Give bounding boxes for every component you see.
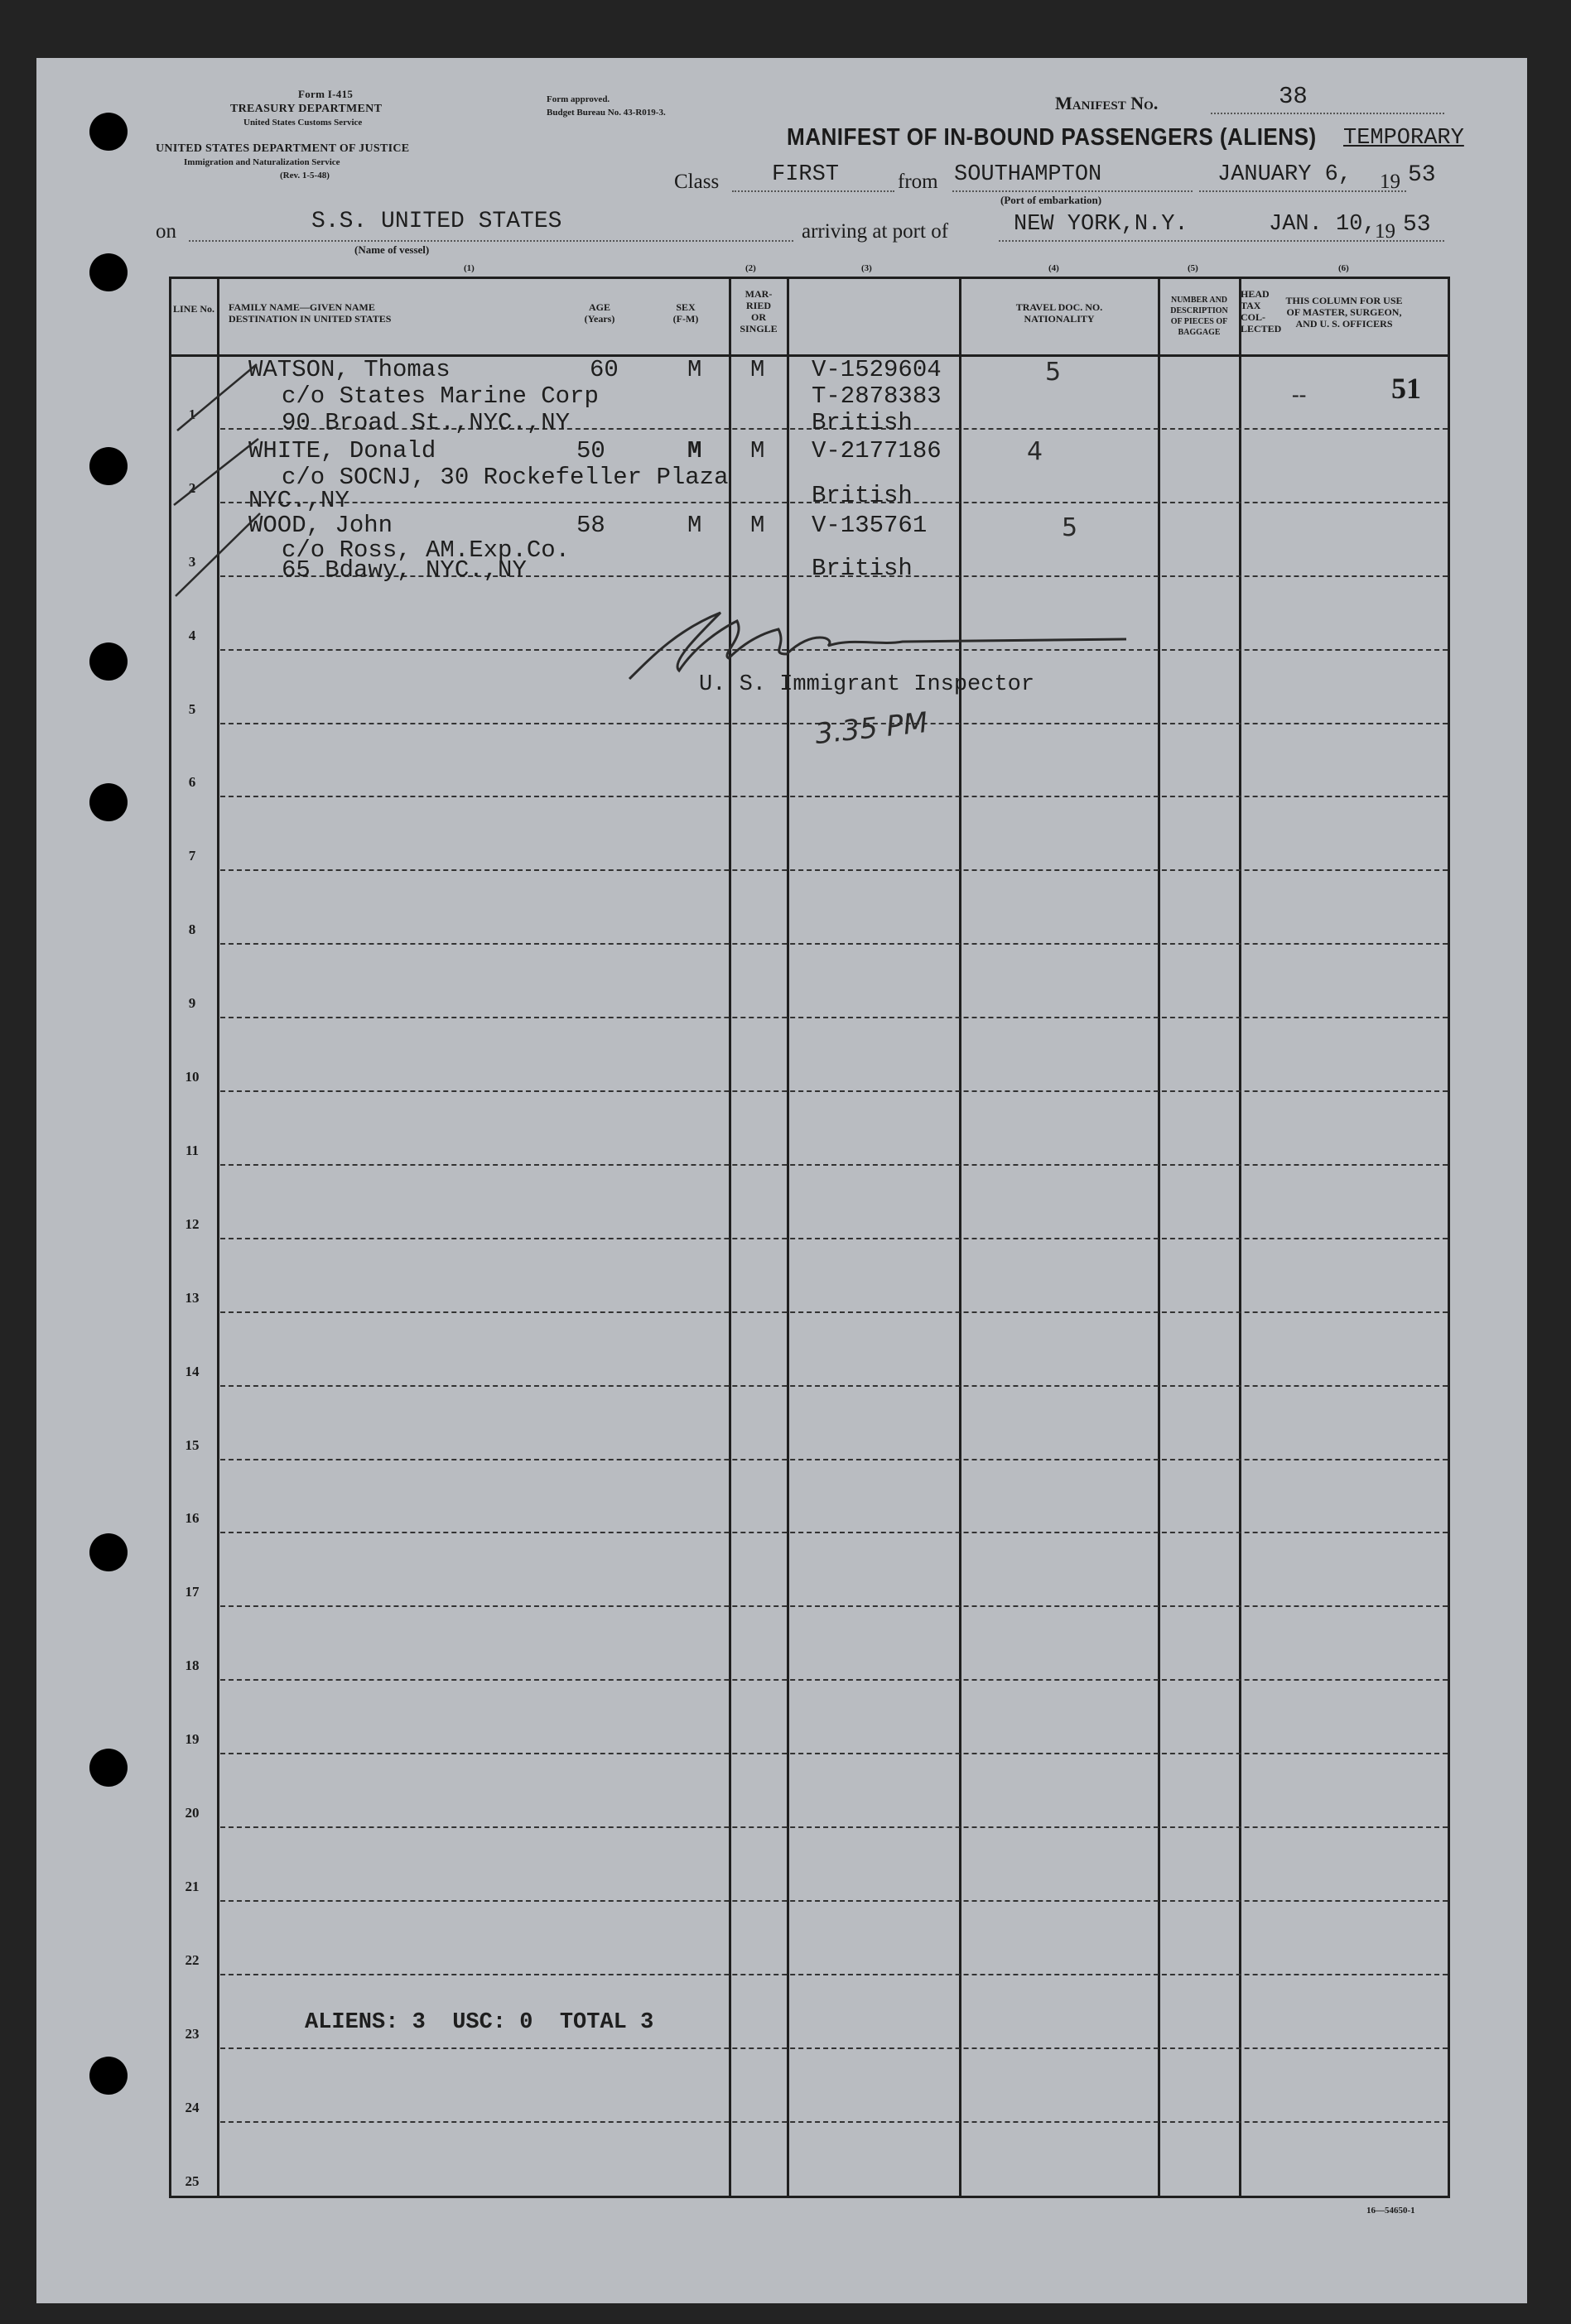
column-number: (1) xyxy=(464,263,475,273)
table-top-border xyxy=(169,277,1449,279)
line-number: 13 xyxy=(185,1290,200,1306)
line-number: 11 xyxy=(185,1143,200,1158)
header-age: AGE (Years) xyxy=(584,301,615,325)
column-number: (6) xyxy=(1338,263,1349,273)
from-line xyxy=(952,190,1193,192)
binder-hole xyxy=(89,253,128,291)
totals-summary: ALIENS: 3 USC: 0 TOTAL 3 xyxy=(305,2010,654,2035)
line-number: 6 xyxy=(188,774,196,790)
row-rule xyxy=(220,1974,1448,1975)
line-number: 4 xyxy=(188,628,196,643)
baggage-count: 4 xyxy=(1027,437,1043,466)
row-rule xyxy=(220,1532,1448,1533)
passenger-sex: M xyxy=(687,512,702,539)
line-number: 3 xyxy=(188,554,196,570)
column-number: (5) xyxy=(1188,263,1198,273)
vessel-caption: (Name of vessel) xyxy=(354,243,430,256)
passenger-address: 65 Bdawy, NYC.,NY xyxy=(282,556,527,584)
passenger-nationality: British xyxy=(812,482,913,509)
department-of-justice: UNITED STATES DEPARTMENT OF JUSTICE xyxy=(156,142,410,155)
row-rule xyxy=(220,796,1448,797)
passenger-address: c/o States Marine Corp xyxy=(282,383,599,410)
vessel-line xyxy=(189,240,793,242)
row-rule xyxy=(220,1679,1448,1681)
header-sex: SEX (F-M) xyxy=(672,301,699,325)
line-number: 14 xyxy=(185,1364,200,1379)
passenger-sex: M xyxy=(687,356,702,383)
form-number: Form I-415 xyxy=(298,88,354,100)
binder-hole xyxy=(89,447,128,485)
arrival-port: NEW YORK,N.Y. xyxy=(1014,212,1188,237)
line-number: 2 xyxy=(188,480,196,496)
binder-hole xyxy=(89,113,128,151)
manifest-number-line xyxy=(1211,113,1444,114)
row-rule xyxy=(220,1826,1448,1828)
line-number: 16 xyxy=(185,1510,200,1526)
column-number: (2) xyxy=(745,263,756,273)
line-number: 25 xyxy=(185,2173,200,2189)
line-number: 24 xyxy=(185,2100,200,2115)
passenger-address: c/o Ross, AM.Exp.Co. xyxy=(282,536,571,564)
row-rule xyxy=(220,2121,1448,2123)
check-marks xyxy=(166,348,265,604)
line-number: 19 xyxy=(185,1731,200,1747)
vessel-name: S.S. UNITED STATES xyxy=(311,209,562,234)
row-rule xyxy=(220,943,1448,945)
row-rule xyxy=(220,1164,1448,1166)
passenger-address: 90 Broad St.,NYC.,NY xyxy=(282,409,571,436)
row-rule xyxy=(220,1385,1448,1387)
line-number: 12 xyxy=(185,1216,200,1232)
departure-date-line xyxy=(1199,190,1406,192)
officer-mark: -- xyxy=(1292,383,1307,407)
line-number: 1 xyxy=(188,407,196,422)
header-line-no: LINE No. xyxy=(172,303,214,315)
passenger-age: 50 xyxy=(576,437,605,464)
row-rule xyxy=(220,1311,1448,1313)
table-bottom-border xyxy=(169,2196,1449,2198)
departure-year-prefix: 19 xyxy=(1380,171,1400,193)
line-number: 18 xyxy=(185,1658,200,1673)
manifest-title: MANIFEST OF IN-BOUND PASSENGERS (ALIENS) xyxy=(787,124,1317,151)
line-number: 7 xyxy=(188,848,196,864)
departure-year: 53 xyxy=(1408,162,1436,188)
passenger-marital-status: M xyxy=(750,356,765,383)
passenger-name: WATSON, Thomas xyxy=(248,356,451,383)
row-rule xyxy=(220,1605,1448,1607)
class-value: FIRST xyxy=(772,162,840,187)
row-rule xyxy=(220,1238,1448,1239)
travel-document-number: V-135761 xyxy=(812,512,928,539)
line-number: 17 xyxy=(185,1584,200,1600)
manifest-number: 38 xyxy=(1279,83,1308,110)
class-label: Class xyxy=(674,171,720,193)
revision-date: (Rev. 1-5-48) xyxy=(280,171,330,180)
line-number: 5 xyxy=(188,701,196,717)
passenger-name: WOOD, John xyxy=(248,512,393,539)
passenger-name: WHITE, Donald xyxy=(248,437,436,464)
row-rule xyxy=(220,1459,1448,1460)
travel-document-number: V-2177186 xyxy=(812,437,942,464)
header-married-single: MAR- RIED OR SINGLE xyxy=(740,288,778,334)
arrival-year: 53 xyxy=(1403,212,1431,238)
customs-service: United States Customs Service xyxy=(243,118,363,128)
treasury-department: TREASURY DEPARTMENT xyxy=(230,103,383,115)
header-baggage: NUMBER AND DESCRIPTION OF PIECES OF BAGGAGE xyxy=(1170,296,1228,337)
class-line xyxy=(732,190,894,192)
footer-form-code: 16—54650-1 xyxy=(1366,2206,1415,2216)
arriving-label: arriving at port of xyxy=(802,220,949,243)
header-name-destination: FAMILY NAME—GIVEN NAME DESTINATION IN UNITED STATES xyxy=(229,301,392,325)
passenger-age: 58 xyxy=(576,512,605,539)
port-of-embarkation: SOUTHAMPTON xyxy=(954,162,1102,187)
binder-hole xyxy=(89,1749,128,1787)
row-rule xyxy=(220,1900,1448,1902)
line-number: 22 xyxy=(185,1952,200,1968)
row-rule xyxy=(220,2047,1448,2049)
departure-date: JANUARY 6, xyxy=(1217,162,1352,187)
form-approved: Form approved. xyxy=(547,94,610,104)
ins-service: Immigration and Naturalization Service xyxy=(184,157,340,167)
passenger-age: 60 xyxy=(590,356,619,383)
travel-document-number: T-2878383 xyxy=(812,383,942,410)
line-number: 20 xyxy=(185,1805,200,1821)
binder-hole xyxy=(89,783,128,821)
travel-document-number: V-1529604 xyxy=(812,356,942,383)
binder-hole xyxy=(89,642,128,681)
table-right-border xyxy=(1448,277,1450,2198)
row-rule xyxy=(220,869,1448,871)
line-number: 9 xyxy=(188,995,196,1011)
budget-bureau-number: Budget Bureau No. 43-R019-3. xyxy=(547,108,666,118)
officer-note: 51 xyxy=(1391,372,1421,405)
line-number: 23 xyxy=(185,2026,200,2042)
port-of-embarkation-caption: (Port of embarkation) xyxy=(1000,194,1102,206)
arrival-date: JAN. 10, xyxy=(1269,212,1376,237)
inspection-time: 3.35 PM xyxy=(813,705,930,752)
passenger-address: NYC.,NY xyxy=(248,487,349,514)
from-label: from xyxy=(898,171,938,193)
inspector-title: U. S. Immigrant Inspector xyxy=(699,672,1035,697)
column-number: (4) xyxy=(1048,263,1059,273)
temporary-stamp: TEMPORARY xyxy=(1343,126,1464,151)
binder-hole xyxy=(89,2057,128,2095)
on-label: on xyxy=(156,220,176,243)
line-number: 10 xyxy=(185,1069,200,1085)
passenger-address: c/o SOCNJ, 30 Rockefeller Plaza xyxy=(282,464,729,491)
row-rule xyxy=(220,1753,1448,1754)
column-number: (3) xyxy=(861,263,872,273)
arrival-year-prefix: 19 xyxy=(1375,220,1395,243)
passenger-nationality: British xyxy=(812,409,913,436)
row-rule xyxy=(220,1017,1448,1018)
manifest-number-label: Manifest No. xyxy=(1055,93,1159,113)
line-number: 8 xyxy=(188,921,196,937)
binder-hole xyxy=(89,1533,128,1571)
baggage-count: 5 xyxy=(1062,513,1078,542)
line-number: 15 xyxy=(185,1437,200,1453)
line-number: 21 xyxy=(185,1879,200,1894)
header-travel-doc: TRAVEL DOC. NO. NATIONALITY xyxy=(1015,301,1103,325)
passenger-marital-status: M xyxy=(750,512,765,539)
passenger-sex: M xyxy=(687,437,702,464)
passenger-nationality: British xyxy=(812,555,913,582)
baggage-count: 5 xyxy=(1045,358,1062,387)
header-officers: THIS COLUMN FOR USE OF MASTER, SURGEON, AND U. S. OFFICERS xyxy=(1285,295,1403,330)
row-rule xyxy=(220,1090,1448,1092)
passenger-marital-status: M xyxy=(750,437,765,464)
